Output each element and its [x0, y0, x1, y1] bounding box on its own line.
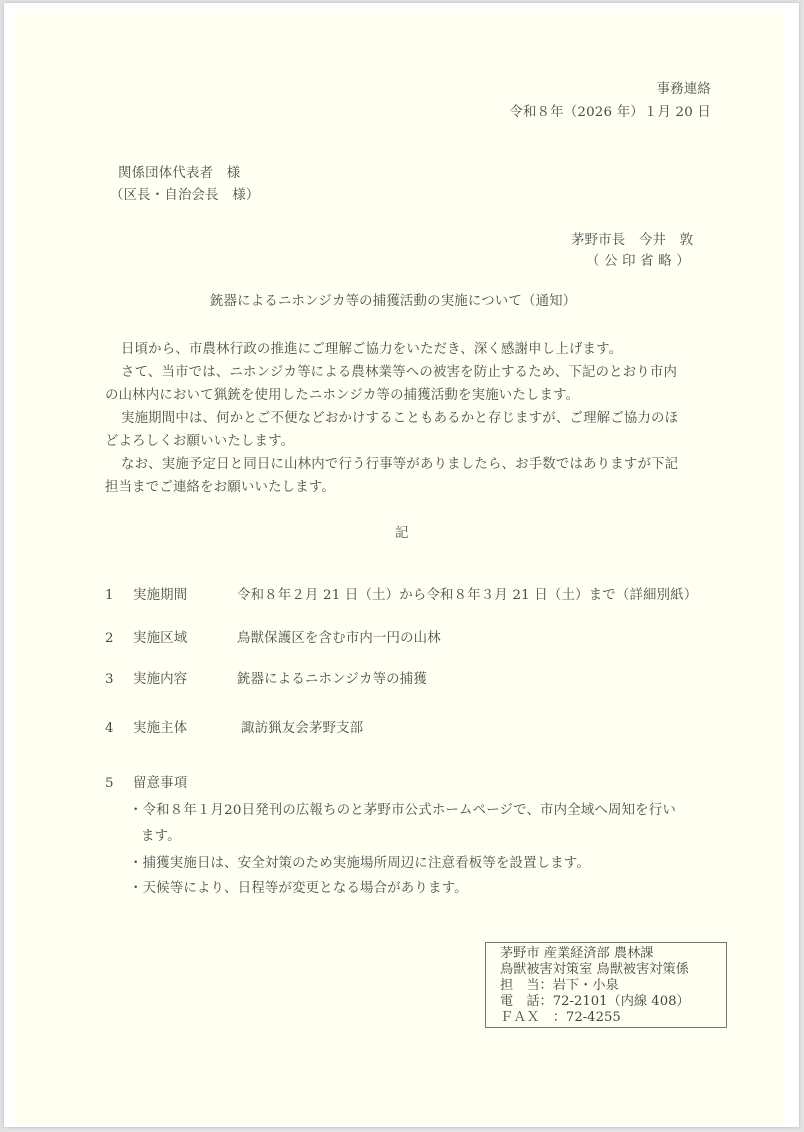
- note-3: ・天候等により、日程等が変更となる場合があります。: [129, 881, 468, 896]
- item-number: 5: [105, 776, 114, 791]
- item-value: 諏訪猟友会茅野支部: [241, 721, 364, 736]
- contact-phone: 電 話：72-2101（内線 408）: [500, 994, 690, 1009]
- item-label: 実施期間: [133, 588, 188, 603]
- item-value: 令和８年２月 21 日（土）から令和８年３月 21 日（土）まで（詳細別紙）: [237, 588, 698, 603]
- item-number: 3: [105, 672, 114, 687]
- item-3: [105, 671, 427, 689]
- seal-note: （ 公 印 省 略 ）: [586, 254, 690, 269]
- addressee-line-1: 関係団体代表者 様: [118, 166, 241, 181]
- body-paragraph-3-line-2: どよろしくお願いいたします。: [105, 434, 295, 449]
- item-5: [105, 775, 187, 793]
- body-paragraph-1: 日頃から、市農林行政の推進にご理解ご協力をいただき、深く感謝申し上げます。: [121, 342, 623, 357]
- item-1: [105, 587, 697, 605]
- note-2: ・捕獲実施日は、安全対策のため実施場所周辺に注意看板等を設置します。: [129, 856, 591, 871]
- page-frame: [4, 3, 799, 1127]
- item-label: 実施主体: [133, 721, 188, 736]
- document-title: 銃器によるニホンジカ等の捕獲活動の実施について（通知）: [210, 294, 577, 309]
- body-paragraph-4-line-2: 担当までご連絡をお願いいたします。: [105, 480, 335, 495]
- note-1-line-2: ます。: [141, 829, 181, 844]
- body-paragraph-3-line-1: 実施期間中は、何かとご不便などおかけすることもあるかと存じますが、ご理解ご協力のほ: [121, 411, 679, 426]
- item-label: 留意事項: [133, 776, 188, 791]
- item-label: 実施区域: [133, 631, 188, 646]
- sender-name: 茅野市長 今井 敦: [571, 233, 694, 248]
- item-4: [105, 720, 363, 738]
- body-paragraph-2-line-2: の山林内において猟銃を使用したニホンジカ等の捕獲活動を実施いたします。: [105, 388, 580, 403]
- item-number: 2: [105, 631, 114, 646]
- item-value: 銃器によるニホンジカ等の捕獲: [237, 672, 427, 687]
- doc-type-label: 事務連絡: [656, 82, 711, 97]
- addressee-line-2: （区長・自治会長 様）: [110, 188, 260, 203]
- body-paragraph-4-line-1: なお、実施予定日と同日に山林内で行う行事等がありましたら、お手数ではありますが下記: [121, 457, 679, 472]
- contact-section: 鳥獣被害対策室 鳥獣被害対策係: [500, 962, 689, 977]
- contact-box: [485, 942, 727, 1028]
- item-number: 1: [105, 588, 114, 603]
- doc-date: 令和８年（2026 年）１月 20 日: [509, 105, 711, 120]
- item-value: 鳥獣保護区を含む市内一円の山林: [237, 631, 441, 646]
- contact-department: 茅野市 産業経済部 農林課: [500, 946, 654, 961]
- body-paragraph-2-line-1: さて、当市では、ニホンジカ等による農林業等への被害を防止するため、下記のとおり市内: [121, 365, 678, 380]
- item-number: 4: [105, 721, 114, 736]
- document-page: [14, 13, 785, 1124]
- item-label: 実施内容: [133, 672, 188, 687]
- note-1-line-1: ・令和８年１月20日発刊の広報ちのと茅野市公式ホームページで、市内全域へ周知を行い: [129, 803, 676, 818]
- item-2: [105, 630, 441, 648]
- contact-person: 担 当：岩下・小泉: [500, 978, 619, 993]
- ki-heading: 記: [395, 526, 409, 541]
- contact-fax: ＦＡＸ ：72-4255: [500, 1010, 621, 1025]
